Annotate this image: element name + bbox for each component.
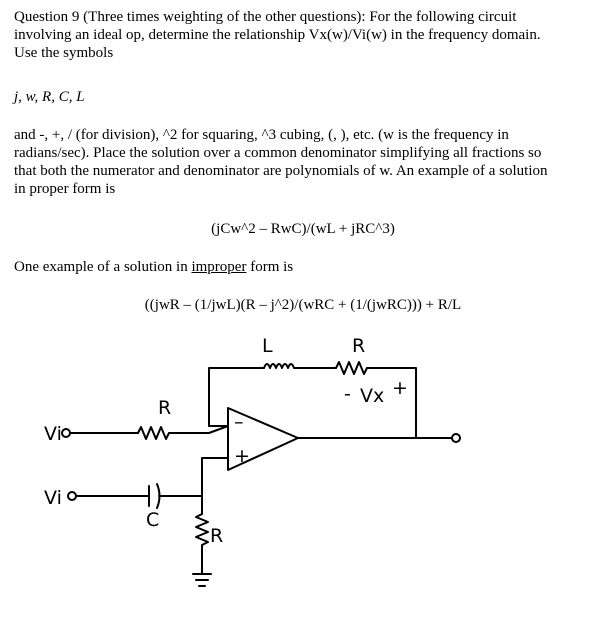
- instructions-line-1: and -, +, / (for division), ^2 for squaring, ^3 cubing, (, ), etc. (w is the frequency in: [14, 127, 509, 143]
- label-vi-bottom: Vi: [44, 487, 62, 509]
- proper-form-example: (jCw^2 – RwC)/(wL + jRC^3): [211, 221, 395, 237]
- label-vx-plus: +: [392, 377, 408, 399]
- ground-icon: [193, 574, 211, 586]
- opamp-inverting-sign: –: [234, 411, 244, 433]
- input-resistor-zigzag: [138, 427, 169, 439]
- question-heading-line: Question 9 (Three times weighting of the other questions): For the following circuit: [14, 9, 517, 25]
- label-inductor: L: [262, 335, 273, 357]
- label-vi-top: Vi: [44, 423, 62, 445]
- question-text-line-3: Use the symbols: [14, 45, 114, 61]
- op-amp: [228, 408, 298, 470]
- improper-word: improper: [191, 259, 247, 275]
- label-input-resistor: R: [158, 397, 172, 419]
- vi-input-terminal-top: [62, 429, 70, 437]
- ground-resistor-zigzag: [196, 514, 208, 574]
- instructions-line-2: radians/sec). Place the solution over a common denominator simplifying all fractions so: [14, 145, 542, 161]
- label-capacitor: C: [146, 509, 160, 531]
- improper-form-example: ((jwR – (1/jwL)(R – j^2)/(wRC + (1/(jwRC))) + R/L: [144, 297, 462, 313]
- vi-input-terminal-bottom: [68, 492, 76, 500]
- question-text-line-2: involving an ideal op, determine the relationship Vx(w)/Vi(w) in the frequency domain.: [14, 27, 541, 43]
- output-terminal: [452, 434, 460, 442]
- improper-intro-a: One example of a solution in: [14, 259, 192, 275]
- improper-intro-b: form is: [246, 259, 294, 275]
- feedback-resistor-zigzag: [336, 362, 367, 374]
- opamp-noninverting-sign: +: [234, 445, 250, 467]
- label-feedback-resistor: R: [352, 335, 366, 357]
- label-vx: Vx: [360, 385, 385, 407]
- allowed-symbols: j, w, R, C, L: [14, 89, 85, 105]
- instructions-line-4: in proper form is: [14, 181, 116, 197]
- inductor-coil: [264, 364, 312, 368]
- label-ground-resistor: R: [210, 525, 224, 547]
- improper-intro: [14, 258, 594, 276]
- instructions-line-3: that both the numerator and denominator are polynomials of w. An example of a solution: [14, 163, 548, 179]
- circuit-diagram: [0, 328, 606, 637]
- label-vx-minus: -: [344, 383, 351, 405]
